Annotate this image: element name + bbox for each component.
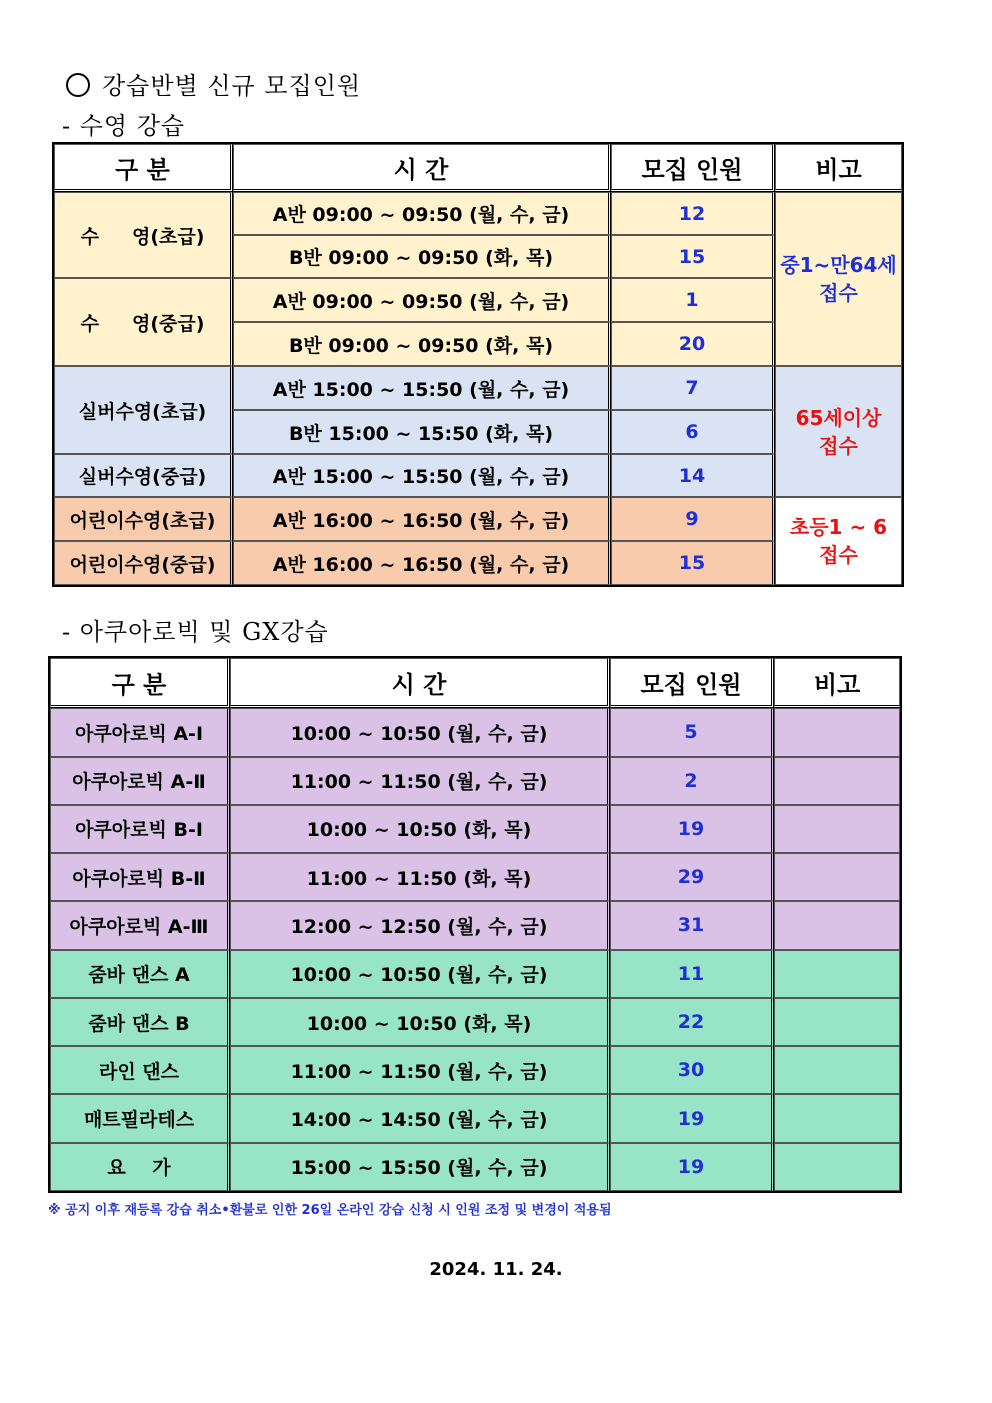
swim-count: 9 xyxy=(611,497,775,541)
aqua-category: 아쿠아로빅 A-Ⅱ xyxy=(50,757,230,805)
aqua-note xyxy=(774,1094,900,1142)
header-category: 구 분 xyxy=(50,658,230,708)
page-title: 강습반별 신규 모집인원 xyxy=(66,66,361,101)
aqua-count: 19 xyxy=(610,1143,774,1191)
aqua-note xyxy=(774,757,900,805)
table-row xyxy=(50,853,900,901)
aqua-category: 아쿠아로빅 B-Ⅰ xyxy=(50,805,230,853)
aqua-note xyxy=(774,950,900,998)
header-time: 시 간 xyxy=(230,658,610,708)
swim-count: 15 xyxy=(611,235,775,278)
header-note: 비고 xyxy=(774,658,900,708)
swim-category: 어린이수영(초급) xyxy=(54,497,233,541)
aqua-category: 줌바 댄스 B xyxy=(50,998,230,1046)
swim-note-silver xyxy=(775,366,902,497)
aqua-time: 11:00 ~ 11:50 (월, 수, 금) xyxy=(230,1046,610,1094)
swim-count: 1 xyxy=(611,278,775,322)
swim-time: A반 09:00 ~ 09:50 (월, 수, 금) xyxy=(233,192,611,235)
aqua-section-heading: - 아쿠아로빅 및 GX강습 xyxy=(62,618,329,646)
table-row xyxy=(50,757,900,805)
aqua-category: 아쿠아로빅 A-Ⅲ xyxy=(50,901,230,949)
aqua-time: 10:00 ~ 10:50 (월, 수, 금) xyxy=(230,708,610,756)
table-row xyxy=(50,1143,900,1191)
table-row xyxy=(50,708,900,756)
aqua-count: 2 xyxy=(610,757,774,805)
swim-count: 6 xyxy=(611,410,775,454)
aqua-note xyxy=(774,1143,900,1191)
aqua-time: 11:00 ~ 11:50 (화, 목) xyxy=(230,853,610,901)
swim-time: B반 15:00 ~ 15:50 (화, 목) xyxy=(233,410,611,454)
aqua-category: 라인 댄스 xyxy=(50,1046,230,1094)
swim-time: A반 09:00 ~ 09:50 (월, 수, 금) xyxy=(233,278,611,322)
header-count: 모집 인원 xyxy=(610,658,774,708)
swim-count: 12 xyxy=(611,192,775,235)
aqua-count: 5 xyxy=(610,708,774,756)
swim-table xyxy=(52,142,904,587)
aqua-category: 요 가 xyxy=(50,1143,230,1191)
swim-count: 14 xyxy=(611,454,775,497)
aqua-time: 10:00 ~ 10:50 (화, 목) xyxy=(230,998,610,1046)
swim-time: A반 15:00 ~ 15:50 (월, 수, 금) xyxy=(233,366,611,410)
table-row xyxy=(50,1094,900,1142)
aqua-table xyxy=(48,656,902,1193)
aqua-note xyxy=(774,901,900,949)
aqua-count: 22 xyxy=(610,998,774,1046)
table-row xyxy=(50,901,900,949)
aqua-note xyxy=(774,805,900,853)
swim-note-child xyxy=(775,497,902,585)
header-time: 시 간 xyxy=(233,144,611,192)
aqua-category: 아쿠아로빅 B-Ⅱ xyxy=(50,853,230,901)
table-row xyxy=(50,1046,900,1094)
swim-time: A반 16:00 ~ 16:50 (월, 수, 금) xyxy=(233,541,611,585)
swim-count: 7 xyxy=(611,366,775,410)
aqua-note xyxy=(774,998,900,1046)
aqua-count: 11 xyxy=(610,950,774,998)
aqua-time: 12:00 ~ 12:50 (월, 수, 금) xyxy=(230,901,610,949)
aqua-time: 14:00 ~ 14:50 (월, 수, 금) xyxy=(230,1094,610,1142)
swim-time: B반 09:00 ~ 09:50 (화, 목) xyxy=(233,322,611,366)
swim-category: 실버수영(초급) xyxy=(54,366,233,454)
aqua-time: 10:00 ~ 10:50 (월, 수, 금) xyxy=(230,950,610,998)
note-line: 접수 xyxy=(819,281,858,305)
footnote: ※ 공지 이후 재등록 강습 취소•환불로 인한 26일 온라인 강습 신청 시 인원 조정 및 변경이 적용됨 xyxy=(48,1203,612,1218)
swim-time: A반 16:00 ~ 16:50 (월, 수, 금) xyxy=(233,497,611,541)
aqua-count: 19 xyxy=(610,1094,774,1142)
note-line: 접수 xyxy=(819,543,858,567)
aqua-note xyxy=(774,708,900,756)
aqua-count: 19 xyxy=(610,805,774,853)
swim-category: 수 영(중급) xyxy=(54,278,233,366)
document-date: 2024. 11. 24. xyxy=(429,1259,563,1280)
table-row xyxy=(50,998,900,1046)
aqua-category: 줌바 댄스 A xyxy=(50,950,230,998)
aqua-count: 29 xyxy=(610,853,774,901)
aqua-time: 15:00 ~ 15:50 (월, 수, 금) xyxy=(230,1143,610,1191)
table-row xyxy=(50,805,900,853)
swim-section-heading: - 수영 강습 xyxy=(62,112,186,140)
swim-note-adult xyxy=(775,192,902,366)
swim-category: 실버수영(중급) xyxy=(54,454,233,497)
header-note: 비고 xyxy=(775,144,902,192)
circle-bullet-icon xyxy=(66,73,90,97)
swim-count: 20 xyxy=(611,322,775,366)
swim-count: 15 xyxy=(611,541,775,585)
swim-time: B반 09:00 ~ 09:50 (화, 목) xyxy=(233,235,611,278)
aqua-count: 30 xyxy=(610,1046,774,1094)
note-line: 중1~만64세 xyxy=(780,253,897,277)
header-count: 모집 인원 xyxy=(611,144,775,192)
table-row xyxy=(50,950,900,998)
swim-category: 수 영(초급) xyxy=(54,192,233,278)
note-line: 65세이상 xyxy=(795,405,882,430)
aqua-category: 아쿠아로빅 A-Ⅰ xyxy=(50,708,230,756)
aqua-count: 31 xyxy=(610,901,774,949)
swim-category: 어린이수영(중급) xyxy=(54,541,233,585)
note-line: 초등1 ~ 6 xyxy=(789,515,888,539)
note-line: 접수 xyxy=(819,433,858,458)
aqua-note xyxy=(774,853,900,901)
aqua-time: 10:00 ~ 10:50 (화, 목) xyxy=(230,805,610,853)
header-category: 구 분 xyxy=(54,144,233,192)
swim-time: A반 15:00 ~ 15:50 (월, 수, 금) xyxy=(233,454,611,497)
aqua-time: 11:00 ~ 11:50 (월, 수, 금) xyxy=(230,757,610,805)
aqua-note xyxy=(774,1046,900,1094)
aqua-category: 매트필라테스 xyxy=(50,1094,230,1142)
